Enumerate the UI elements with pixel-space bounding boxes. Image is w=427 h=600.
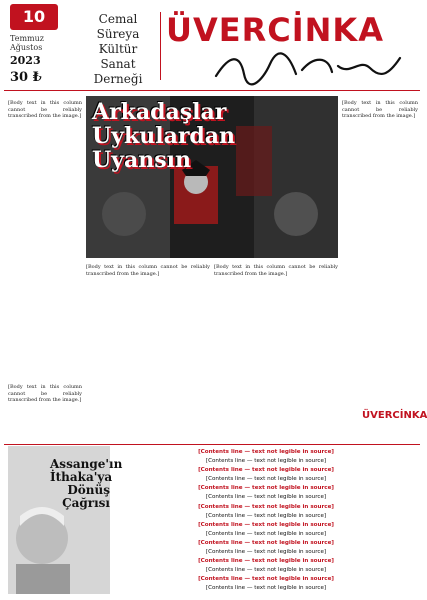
contents-item[interactable]: [Contents line — text not legible in source] bbox=[205, 476, 327, 483]
contents-item[interactable]: [Contents line — text not legible in source] bbox=[205, 567, 327, 574]
contents-item[interactable]: [Contents line — text not legible in source] bbox=[205, 494, 327, 501]
brand-title: ÜVERCİNKA bbox=[166, 11, 384, 49]
advert-title-line: Assange'ın bbox=[50, 457, 123, 471]
org-line: Sanat bbox=[100, 57, 136, 71]
org-line: Derneği bbox=[93, 72, 143, 86]
left-column-text: [Body text in this column cannot be reliably transcribed from the image.] bbox=[8, 100, 82, 119]
contents-list bbox=[114, 448, 418, 594]
hero-headline bbox=[92, 100, 235, 172]
advert-title-line: Çağrısı bbox=[62, 496, 110, 510]
brand-footer: ÜVERCİNKA bbox=[362, 410, 427, 421]
contents-item[interactable]: [Contents line — text not legible in source] bbox=[205, 512, 327, 519]
issue-year: 2023 bbox=[10, 54, 41, 67]
org-line: Cemal bbox=[98, 12, 138, 26]
bottom-rule bbox=[4, 444, 420, 445]
contents-item[interactable]: [Contents line — text not legible in source] bbox=[198, 521, 334, 528]
contents-item[interactable]: [Contents line — text not legible in source] bbox=[198, 558, 334, 565]
middle-column-right bbox=[214, 262, 338, 277]
contents-item[interactable]: [Contents line — text not legible in source] bbox=[205, 549, 327, 556]
advert-title-line: Dönüş bbox=[67, 483, 110, 497]
organization-name bbox=[86, 12, 150, 87]
org-line: Kültür bbox=[98, 42, 138, 56]
right-column-text: [Body text in this column cannot be reliably transcribed from the image.] bbox=[342, 100, 418, 119]
left-column-text-lower: [Body text in this column cannot be reliably transcribed from the image.] bbox=[8, 384, 82, 403]
contents-item[interactable]: [Contents line — text not legible in source] bbox=[198, 503, 334, 510]
contents-item[interactable]: [Contents line — text not legible in source] bbox=[198, 539, 334, 546]
middle-article bbox=[86, 262, 338, 432]
book-advert bbox=[8, 446, 123, 594]
top-rule bbox=[4, 90, 420, 91]
advert-title bbox=[50, 457, 123, 510]
signature-graphic bbox=[210, 46, 410, 86]
masthead bbox=[0, 0, 424, 88]
hero-line: Uykulardan bbox=[92, 123, 236, 149]
hero-image bbox=[86, 96, 338, 258]
contents-item[interactable]: [Contents line — text not legible in source] bbox=[205, 530, 327, 537]
issue-price: 30 ₺ bbox=[10, 70, 42, 85]
contents-item[interactable]: [Contents line — text not legible in source] bbox=[198, 467, 334, 474]
contents-item[interactable]: [Contents line — text not legible in source] bbox=[198, 449, 334, 455]
masthead-divider bbox=[160, 12, 161, 80]
issue-badge: 10 bbox=[10, 4, 58, 30]
issue-date bbox=[10, 34, 70, 86]
issue-month: Temmuz Ağustos bbox=[10, 34, 44, 52]
contents-item[interactable]: [Contents line — text not legible in source] bbox=[205, 585, 327, 592]
middle-column-left bbox=[86, 262, 210, 277]
article-paragraph: [Body text in this column cannot be reliably transcribed from the image.] bbox=[86, 264, 210, 277]
advert-title-line: İthaka'ya bbox=[50, 470, 113, 484]
contents-item[interactable]: [Contents line — text not legible in source] bbox=[198, 485, 334, 492]
hero-line: Uyansın bbox=[92, 147, 191, 173]
org-line: Süreya bbox=[96, 27, 140, 41]
contents-item[interactable]: [Contents line — text not legible in source] bbox=[198, 576, 334, 583]
contents-item[interactable]: [Contents line — text not legible in source] bbox=[205, 458, 327, 465]
hero-line: Arkadaşlar bbox=[92, 99, 227, 125]
article-paragraph: [Body text in this column cannot be reliably transcribed from the image.] bbox=[214, 264, 338, 277]
